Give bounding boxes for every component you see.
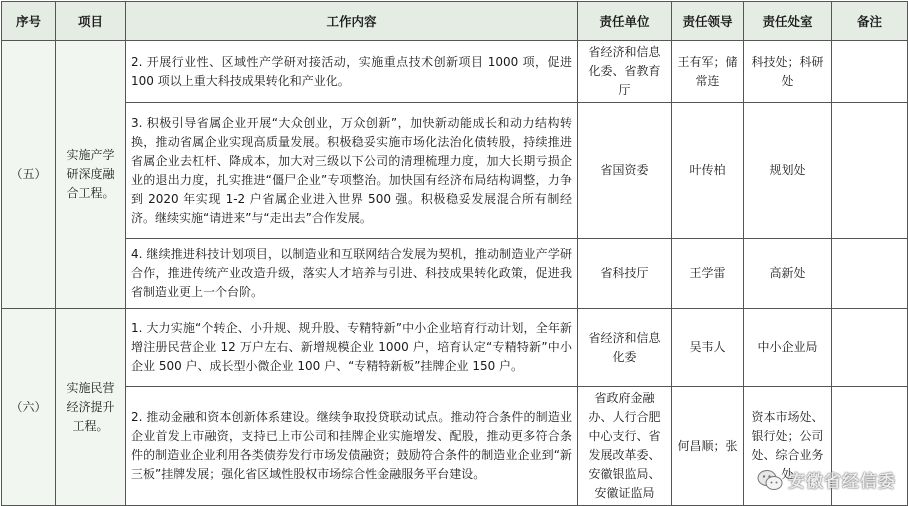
group-project: 实施民营经济提升工程。 (56, 309, 126, 506)
group-seq: （五） (2, 41, 56, 309)
work-content: 2. 开展行业性、区域性产学研对接活动，实施重点技术创新项目 1000 项，促进 100 项以上重大科技成果转化和产业化。 (126, 41, 578, 103)
responsible-office: 中小企业局 (744, 309, 832, 387)
header-content: 工作内容 (126, 2, 578, 41)
responsible-office: 规划处 (744, 103, 832, 239)
responsible-unit: 省经济和信息化委、省教育厅 (578, 41, 672, 103)
table-row (2, 239, 908, 309)
header-project: 项目 (56, 2, 126, 41)
responsible-unit: 省经济和信息化委 (578, 309, 672, 387)
header-office: 责任处室 (744, 2, 832, 41)
responsible-office: 科技处；科研处 (744, 41, 832, 103)
watermark-text: 安徽省经信委 (788, 472, 896, 492)
work-content: 1. 大力实施“个转企、小升规、规升股、专精特新”中小企业培育行动计划，全年新增注册民营企业 12 万户左右、新增规模企业 1000 户，培育认定“专精特新”中小企业 500 户、成长型小微企业 100 户、“专精特新板”挂牌企业 150 户。 (126, 309, 578, 387)
responsible-office: 资本市场处、银行处；公司处、综合业务处 (744, 387, 832, 506)
remark (832, 41, 908, 103)
responsible-unit: 省国资委 (578, 103, 672, 239)
table-row (2, 309, 908, 387)
responsible-leader: 王学雷 (672, 239, 744, 309)
header-row (2, 2, 908, 41)
table-row (2, 103, 908, 239)
work-content: 3. 积极引导省属企业开展“大众创业，万众创新”，加快新动能成长和动力结构转换，推动省属企业实现高质量发展。积极稳妥实施市场化法治化债转股，持续推进省属企业去杠杆、降成本，加大对三级以下公司的清理梳理力度，加大长期亏损企业的退出力度，扎实推进“僵尸企业”专项整治。加快国有经济布局结构调整，力争到 2020 年实现 1-2 户省属企业进入世界 500 强。积极稳妥发展混合所有制经济。继续实施“请进来”与“走出去”合作发展。 (126, 103, 578, 239)
table-row (2, 41, 908, 103)
header-remark: 备注 (832, 2, 908, 41)
remark (832, 103, 908, 239)
header-unit: 责任单位 (578, 2, 672, 41)
group-project: 实施产学研深度融合工程。 (56, 41, 126, 309)
work-plan-table (1, 1, 908, 506)
responsible-office: 高新处 (744, 239, 832, 309)
watermark (757, 467, 896, 492)
remark (832, 239, 908, 309)
responsible-leader: 吴韦人 (672, 309, 744, 387)
work-content: 4. 继续推进科技计划项目，以制造业和互联网结合发展为契机，推动制造业产学研合作，推进传统产业改造升级，落实人才培养与引进、科技成果转化政策，促进我省制造业更上一个台阶。 (126, 239, 578, 309)
responsible-leader: 王有军；储常连 (672, 41, 744, 103)
work-content: 2. 推动金融和资本创新体系建设。继续争取投贷联动试点。推动符合条件的制造业企业首发上市融资，支持已上市公司和挂牌企业实施增发、配股，推动更多符合条件的制造业企业利用各类债券发行市场发债融资；鼓励符合条件的制造业企业到“新三板”挂牌发展；强化省区域性股权市场综合性金融服务平台建设。 (126, 387, 578, 506)
responsible-unit: 省科技厅 (578, 239, 672, 309)
responsible-leader: 何昌顺；张 (672, 387, 744, 506)
wechat-icon (757, 469, 783, 491)
responsible-leader: 叶传柏 (672, 103, 744, 239)
header-seq: 序号 (2, 2, 56, 41)
header-leader: 责任领导 (672, 2, 744, 41)
responsible-unit: 省政府金融办、人行合肥中心支行、省发展改革委、安徽银监局、安徽证监局 (578, 387, 672, 506)
remark (832, 309, 908, 387)
group-seq: （六） (2, 309, 56, 506)
